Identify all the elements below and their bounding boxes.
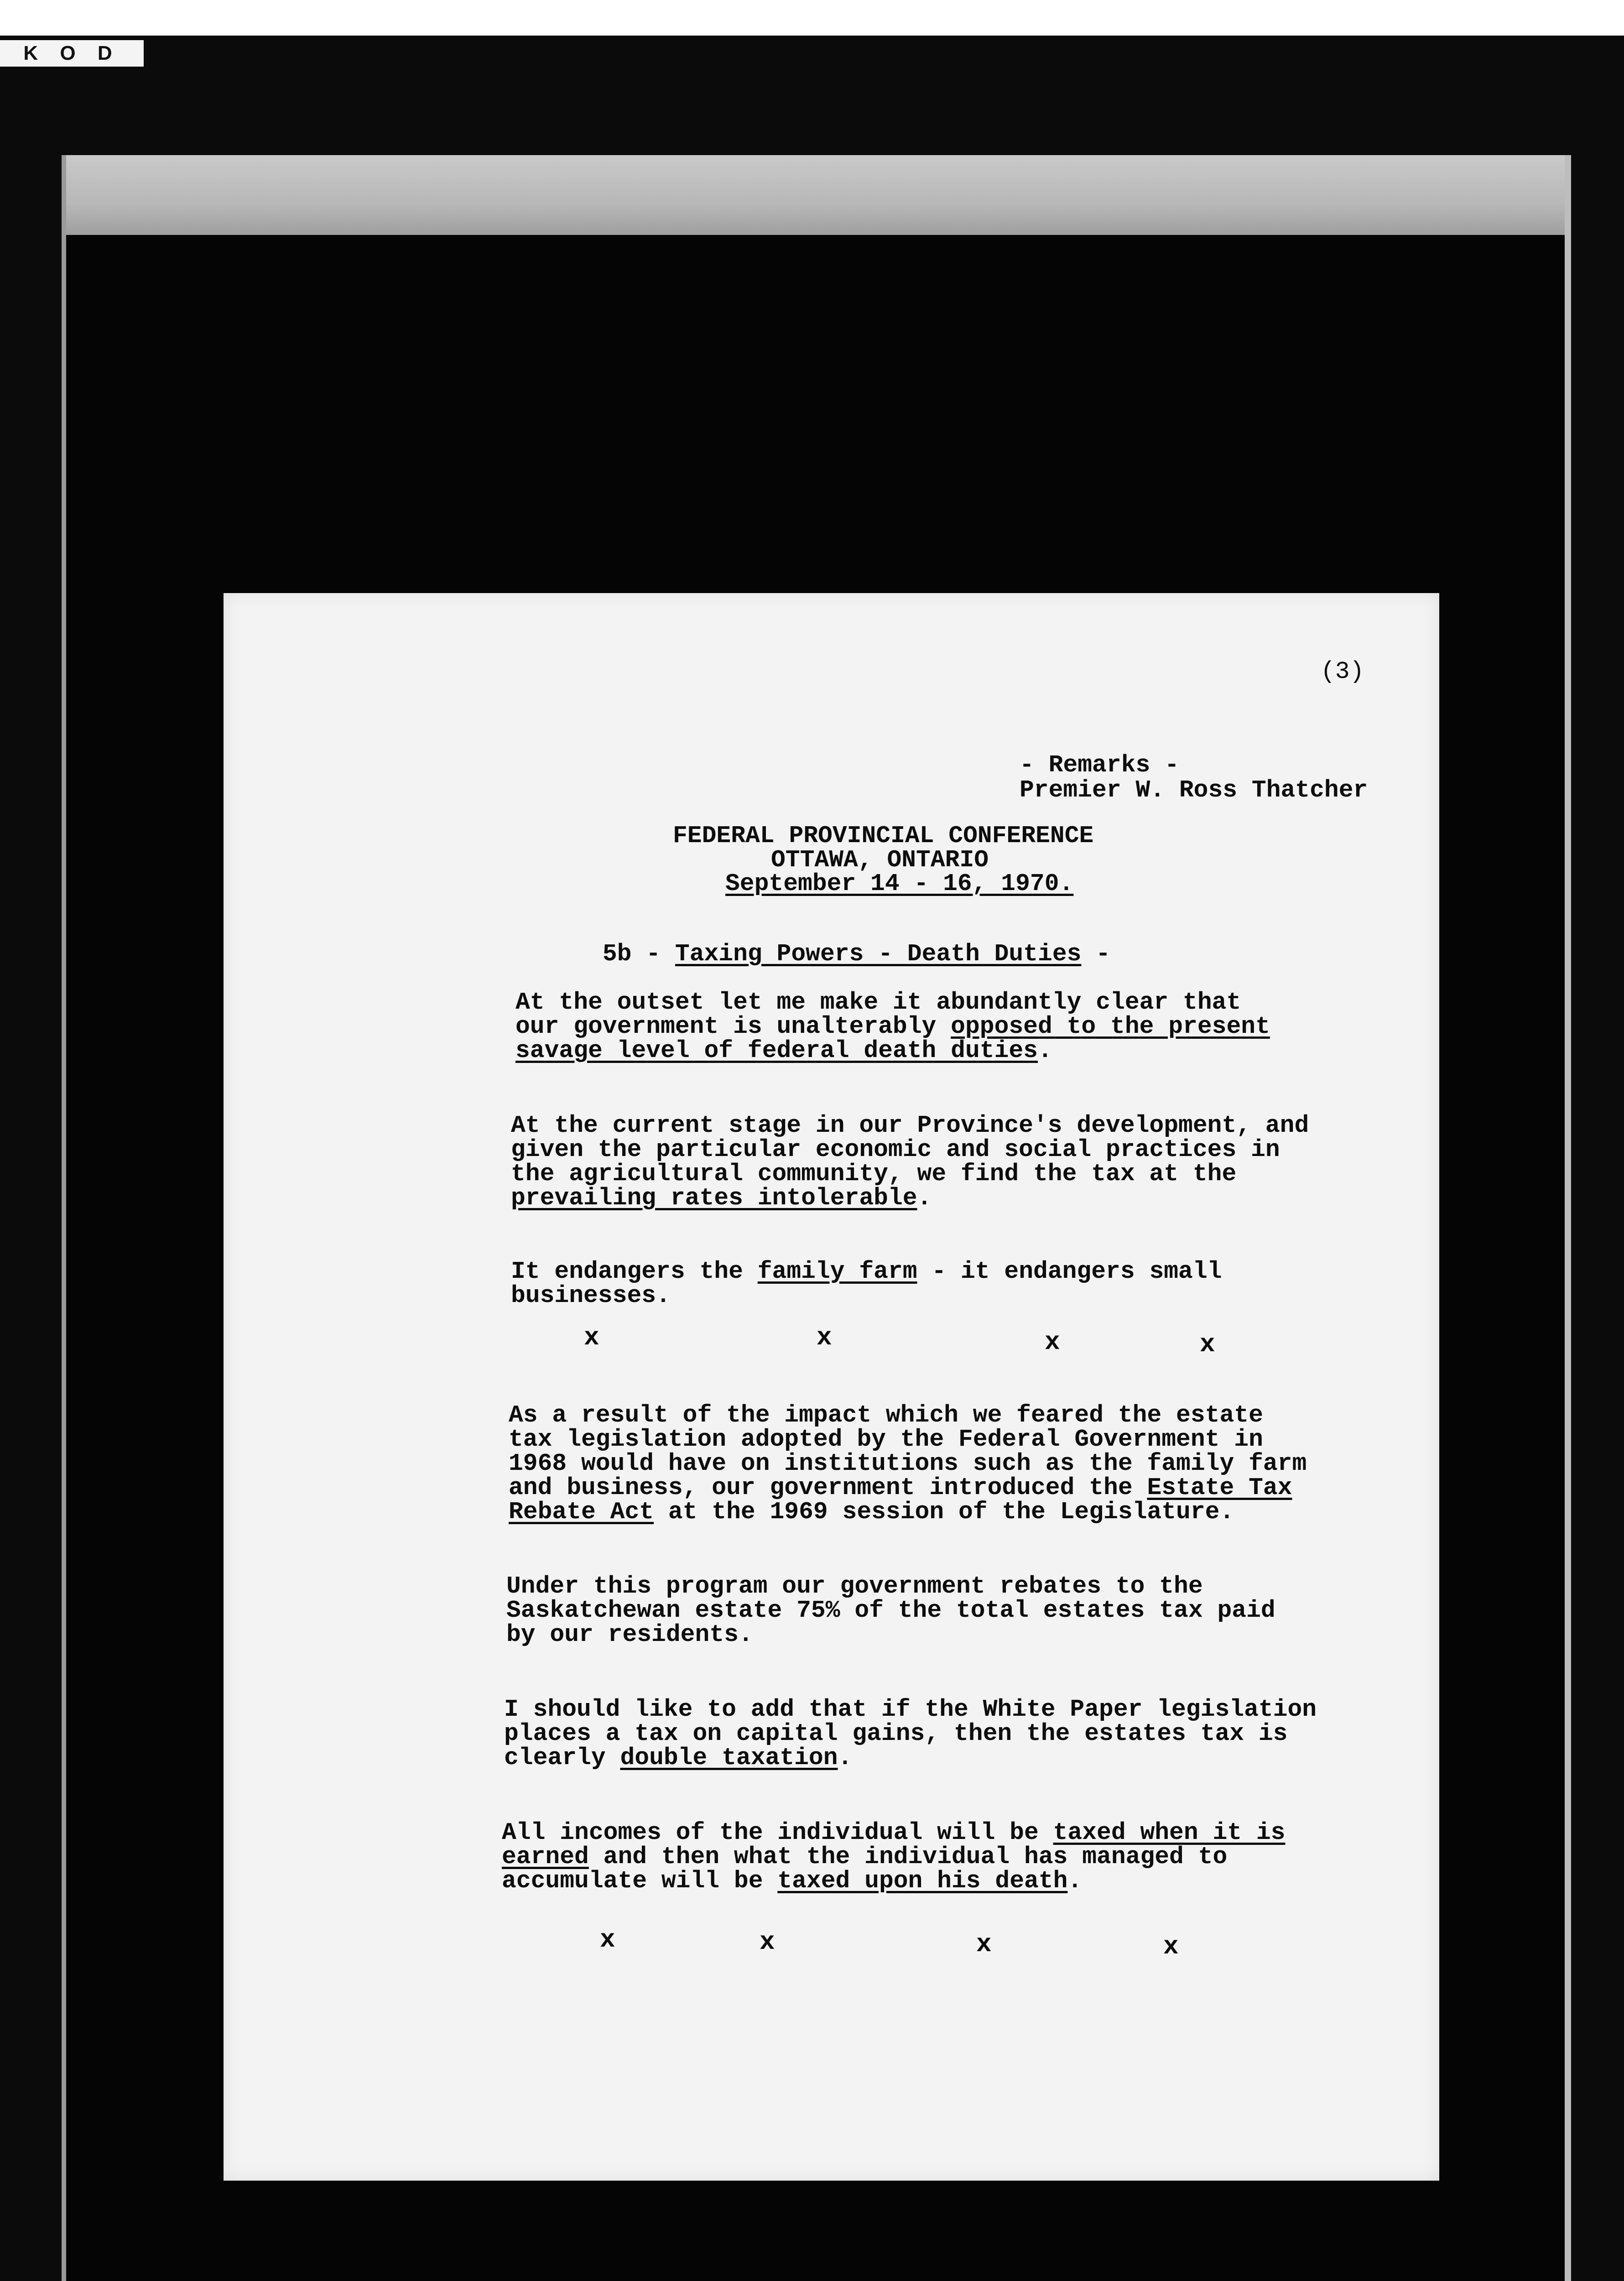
remarks-label: - Remarks - bbox=[1020, 751, 1179, 779]
document-page bbox=[224, 593, 1439, 2181]
p2-line2: given the particular economic and social practices in bbox=[511, 1136, 1280, 1163]
separator-x: x bbox=[1163, 1932, 1179, 1961]
p5-line1: Under this program our government rebates to the bbox=[506, 1573, 1203, 1600]
p2-line3: the agricultural community, we find the tax at the bbox=[511, 1160, 1237, 1187]
separator-x: x bbox=[817, 1323, 832, 1352]
section-number: 5b - bbox=[602, 940, 661, 968]
p4-line2: tax legislation adopted by the Federal Government in bbox=[509, 1426, 1263, 1453]
conference-location: OTTAWA, ONTARIO bbox=[771, 846, 989, 874]
separator-x: x bbox=[976, 1930, 992, 1959]
p3-line1: It endangers the family farm - it endangers small bbox=[511, 1258, 1222, 1285]
section-heading bbox=[515, 917, 1110, 991]
p4-line1: As a result of the impact which we feared the estate bbox=[509, 1401, 1263, 1429]
p6-line3: clearly double taxation. bbox=[504, 1744, 853, 1771]
speaker-name: Premier W. Ross Thatcher bbox=[1020, 776, 1368, 804]
conference-dates: September 14 - 16, 1970. bbox=[725, 870, 1074, 897]
p1-line2: our government is unalterably opposed to the present bbox=[515, 1013, 1270, 1040]
p7-line1: All incomes of the individual will be taxed when it is bbox=[502, 1819, 1286, 1846]
p3-line2: businesses. bbox=[511, 1282, 671, 1309]
p6-line1: I should like to add that if the White Paper legislation bbox=[504, 1696, 1317, 1723]
separator-x: x bbox=[1200, 1330, 1215, 1359]
separator-x: x bbox=[600, 1925, 615, 1954]
corner-label: K O D bbox=[0, 40, 144, 67]
p5-line3: by our residents. bbox=[506, 1621, 753, 1648]
p6-line2: places a tax on capital gains, then the estates tax is bbox=[504, 1720, 1288, 1747]
p4-line5: Rebate Act at the 1969 session of the Legislature. bbox=[509, 1498, 1234, 1526]
p4-line3: 1968 would have on institutions such as the family farm bbox=[509, 1450, 1307, 1477]
conference-title: FEDERAL PROVINCIAL CONFERENCE bbox=[673, 822, 1094, 849]
p2-line4: prevailing rates intolerable. bbox=[511, 1184, 932, 1212]
section-title: Taxing Powers - Death Duties bbox=[675, 940, 1082, 968]
p7-line3: accumulate will be taxed upon his death. bbox=[502, 1867, 1083, 1895]
p1-line1: At the outset let me make it abundantly clear that bbox=[515, 989, 1241, 1016]
p1-line3: savage level of federal death duties. bbox=[515, 1037, 1052, 1064]
separator-x: x bbox=[584, 1323, 599, 1352]
separator-x: x bbox=[1045, 1328, 1060, 1357]
p2-line1: At the current stage in our Province's development, and bbox=[511, 1112, 1309, 1139]
card-top-strip bbox=[66, 155, 1565, 235]
p4-line4: and business, our government introduced the Estate Tax bbox=[509, 1474, 1292, 1501]
section-suffix: - bbox=[1096, 940, 1111, 968]
page-number: (3) bbox=[1321, 658, 1364, 685]
p7-line2: earned and then what the individual has managed to bbox=[502, 1843, 1228, 1870]
separator-x: x bbox=[760, 1927, 775, 1957]
p5-line2: Saskatchewan estate 75% of the total estates tax paid bbox=[506, 1597, 1275, 1624]
